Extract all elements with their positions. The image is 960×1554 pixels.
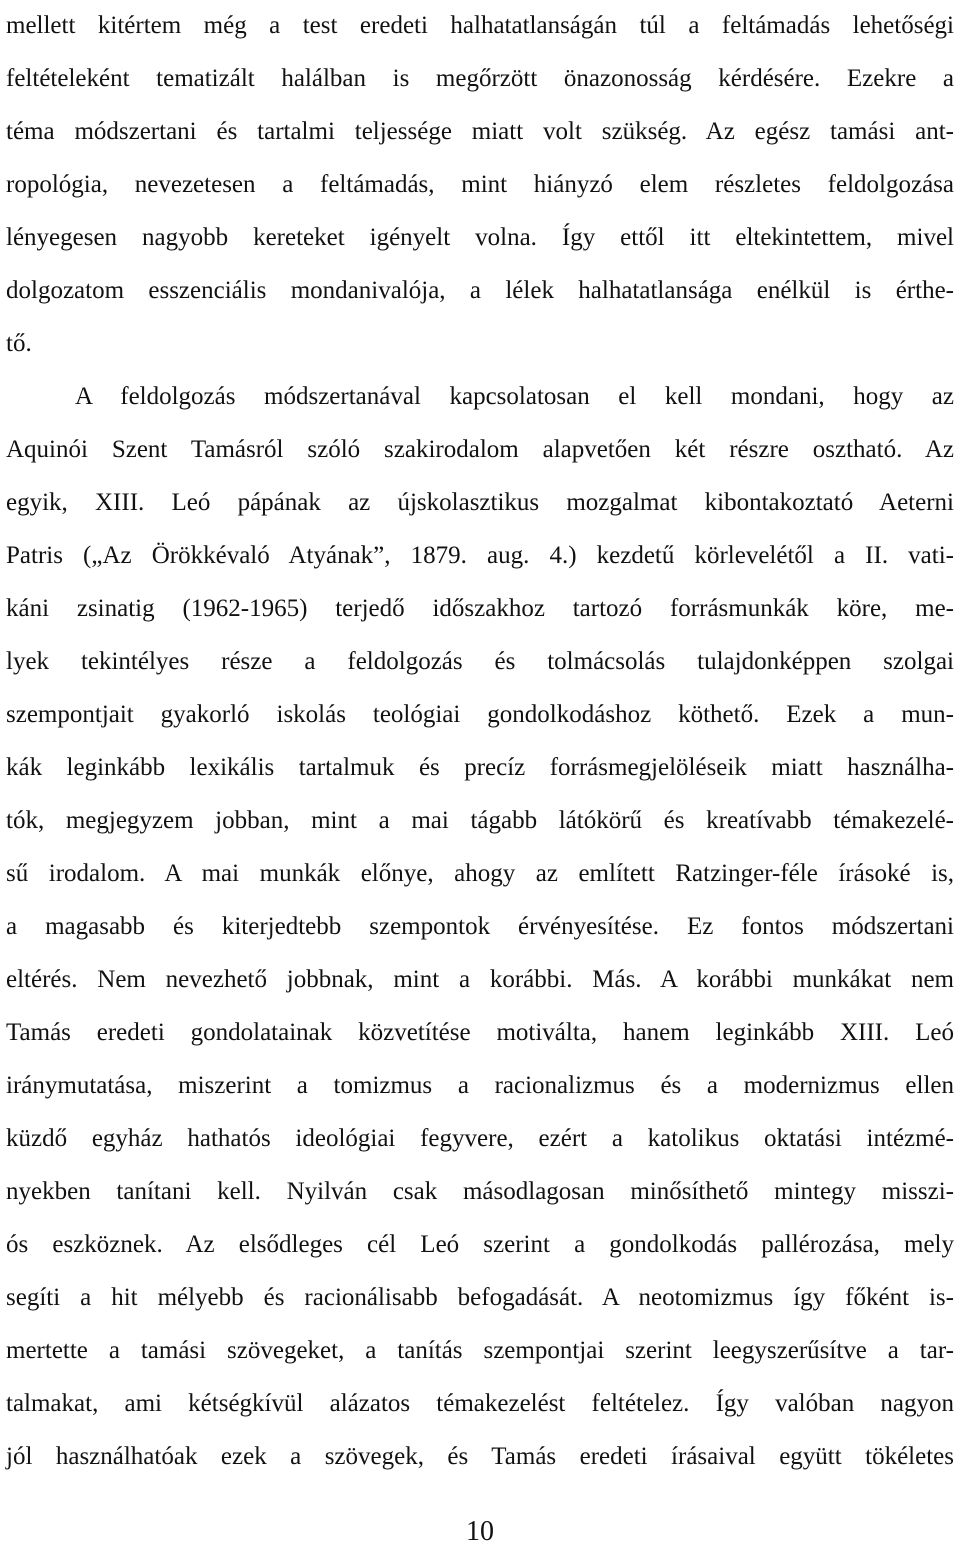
text-line: nyekben tanítani kell. Nyilván csak másodlagosan minősíthető mintegy misszi- xyxy=(6,1178,954,1205)
text-line: küzdő egyház hathatós ideológiai fegyvere, ezért a katolikus oktatási intézmé- xyxy=(6,1125,954,1152)
text-line: A feldolgozás módszertanával kapcsolatosan el kell mondani, hogy az xyxy=(75,383,954,410)
text-line: tók, megjegyzem jobban, mint a mai tágabb látókörű és kreatívabb témakezelé- xyxy=(6,807,954,834)
page-number: 10 xyxy=(466,1516,494,1547)
text-line: feltételeként tematizált halálban is megőrzött önazonosság kérdésére. Ezekre a xyxy=(6,65,954,92)
text-line: kák leginkább lexikális tartalmuk és precíz forrásmegjelöléseik miatt használha- xyxy=(6,754,954,781)
text-line: ós eszköznek. Az elsődleges cél Leó szerint a gondolkodás pallérozása, mely xyxy=(6,1231,954,1258)
text-line: Tamás eredeti gondolatainak közvetítése motiválta, hanem leginkább XIII. Leó xyxy=(6,1019,954,1046)
text-line: Aquinói Szent Tamásról szóló szakirodalom alapvetően két részre osztható. Az xyxy=(6,436,954,463)
text-line: dolgozatom esszenciális mondanivalója, a lélek halhatatlansága enélkül is érthe- xyxy=(6,277,954,304)
text-line: ropológia, nevezetesen a feltámadás, mint hiányzó elem részletes feldolgozása xyxy=(6,171,954,198)
text-line: lényegesen nagyobb kereteket igényelt volna. Így ettől itt eltekintettem, mivel xyxy=(6,224,954,251)
text-line: téma módszertani és tartalmi teljessége miatt volt szükség. Az egész tamási ant- xyxy=(6,118,954,145)
text-line: káni zsinatig (1962-1965) terjedő időszakhoz tartozó forrásmunkák köre, me- xyxy=(6,595,954,622)
text-line: jól használhatóak ezek a szövegek, és Tamás eredeti írásaival együtt tökéletes xyxy=(6,1443,954,1470)
text-line: tő. xyxy=(6,330,32,357)
text-line: eltérés. Nem nevezhető jobbnak, mint a korábbi. Más. A korábbi munkákat nem xyxy=(6,966,954,993)
text-line: mertette a tamási szövegeket, a tanítás szempontjai szerint leegyszerűsítve a tar- xyxy=(6,1337,954,1364)
text-line: iránymutatása, miszerint a tomizmus a racionalizmus és a modernizmus ellen xyxy=(6,1072,954,1099)
text-line: a magasabb és kiterjedtebb szempontok érvényesítése. Ez fontos módszertani xyxy=(6,913,954,940)
text-line: egyik, XIII. Leó pápának az újskolasztikus mozgalmat kibontakoztató Aeterni xyxy=(6,489,954,516)
text-line: mellett kitértem még a test eredeti halhatatlanságán túl a feltámadás lehetőségi xyxy=(6,12,954,39)
text-line: Patris („Az Örökkévaló Atyának”, 1879. aug. 4.) kezdetű körlevelétől a II. vati- xyxy=(6,542,954,569)
text-line: talmakat, ami kétségkívül alázatos témakezelést feltételez. Így valóban nagyon xyxy=(6,1390,954,1417)
text-line: lyek tekintélyes része a feldolgozás és tolmácsolás tulajdonképpen szolgai xyxy=(6,648,954,675)
text-line: szempontjait gyakorló iskolás teológiai gondolkodáshoz köthető. Ezek a mun- xyxy=(6,701,954,728)
text-line: sű irodalom. A mai munkák előnye, ahogy az említett Ratzinger-féle írásoké is, xyxy=(6,860,954,887)
text-line: segíti a hit mélyebb és racionálisabb befogadását. A neotomizmus így főként is- xyxy=(6,1284,954,1311)
